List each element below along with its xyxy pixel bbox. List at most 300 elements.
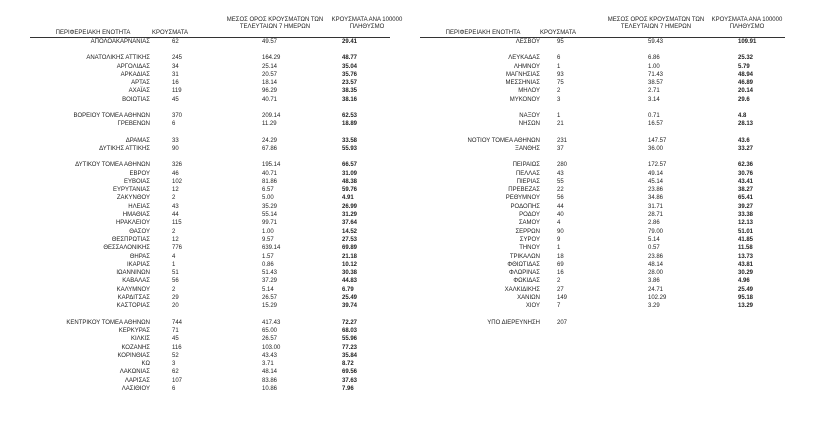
cases-value: 95: [557, 39, 564, 45]
table-row: [0, 294, 400, 302]
avg-value: 38.57: [648, 80, 664, 87]
group-spacer: [400, 129, 810, 137]
per100k-value: 7.96: [342, 385, 354, 392]
per100k-value: 68.03: [342, 327, 358, 334]
table-row: [0, 170, 400, 178]
per100k-value: 23.57: [342, 80, 358, 87]
region-name: ΡΕΘΥΜΝΟΥ: [505, 195, 540, 202]
region-name: ΘΑΣΟΥ: [129, 228, 150, 235]
cases-value: 245: [172, 55, 183, 62]
region-name: ΛΕΣΒΟΥ: [515, 39, 540, 45]
avg-value: 23.86: [648, 253, 664, 260]
table-row: [0, 228, 400, 236]
avg-value: 639.14: [262, 245, 281, 252]
avg-value: 48.14: [262, 369, 278, 376]
avg-value: 3.71: [262, 361, 274, 368]
table-row: [0, 79, 400, 87]
avg-value: 65.00: [262, 327, 278, 334]
region-name: ΚΑΒΑΛΑΣ: [122, 278, 150, 285]
region-name: ΝΟΤΙΟΥ ΤΟΜΕΑ ΑΘΗΝΩΝ: [467, 137, 540, 144]
table-row: [400, 79, 810, 87]
cases-value: 116: [172, 344, 182, 351]
per100k-value: 55.93: [342, 145, 358, 152]
table-row: [0, 244, 400, 252]
avg-value: 417.43: [262, 319, 281, 326]
region-name: ΙΚΑΡΙΑΣ: [126, 261, 150, 268]
avg-value: 37.29: [262, 278, 278, 285]
region-name: ΑΡΚΑΔΙΑΣ: [120, 71, 150, 78]
per100k-value: 29.6: [738, 96, 750, 103]
table-row: [400, 294, 810, 302]
region-name: ΑΠΟΛΟΑΚΑΡΝΑΝΙΑΣ: [90, 39, 150, 45]
avg-value: 35.29: [262, 203, 278, 210]
cases-value: 280: [557, 162, 568, 169]
right-header-avg: ΜΕΣΟΣ ΟΡΟΣ ΚΡΟΥΣΜΑΤΩΝ ΤΩΝ ΤΕΛΕΥΤΑΙΩΝ 7 ΗΜΕΡΩΝ: [607, 17, 705, 30]
region-name: ΘΕΣΠΡΩΤΙΑΣ: [111, 236, 150, 243]
avg-value: 49.57: [262, 39, 278, 45]
table-row: [0, 360, 400, 368]
table-row: [0, 112, 400, 120]
table-row: [400, 87, 810, 95]
per100k-value: 37.64: [342, 220, 358, 227]
table-row: [400, 112, 810, 120]
cases-value: 22: [557, 187, 564, 194]
per100k-value: 35.84: [342, 352, 358, 359]
region-name: ΡΟΔΟΥ: [519, 212, 540, 219]
per100k-value: 35.76: [342, 71, 358, 78]
table-row: [0, 286, 400, 294]
cases-value: 45: [172, 96, 179, 103]
region-name: ΗΛΕΙΑΣ: [128, 203, 150, 210]
table-row: [0, 71, 400, 79]
cases-value: 102: [172, 178, 183, 185]
cases-value: 51: [172, 270, 179, 277]
left-header-cases: ΚΡΟΥΣΜΑΤΑ: [152, 30, 188, 36]
region-name: ΛΑΣΙΘΙΟΥ: [121, 385, 150, 392]
cases-value: 93: [557, 71, 564, 78]
avg-value: 59.43: [648, 39, 664, 45]
table-row: [0, 236, 400, 244]
region-name: ΚΩ: [141, 361, 150, 368]
region-name: ΚΕΝΤΡΙΚΟΥ ΤΟΜΕΑ ΑΘΗΝΩΝ: [66, 319, 150, 326]
cases-value: 1: [557, 245, 561, 252]
table-row: [0, 54, 400, 62]
table-row: [0, 63, 400, 71]
cases-value: 1: [557, 113, 561, 120]
region-name: ΤΗΝΟΥ: [519, 245, 540, 252]
per100k-value: 8.72: [342, 361, 354, 368]
cases-value: 2: [557, 278, 561, 285]
avg-value: 195.14: [262, 162, 281, 169]
cases-value: 40: [557, 212, 564, 219]
left-header-avg: ΜΕΣΟΣ ΟΡΟΣ ΚΡΟΥΣΜΑΤΩΝ ΤΩΝ ΤΕΛΕΥΤΑΙΩΝ 7 ΗΜΕΡΩΝ: [226, 17, 324, 30]
region-name: ΚΑΛΥΜΝΟΥ: [116, 286, 150, 293]
table-row: [400, 120, 810, 128]
avg-value: 99.71: [262, 220, 278, 227]
right-table: [400, 38, 810, 327]
per100k-value: 30.76: [738, 170, 754, 177]
table-row: [0, 211, 400, 219]
avg-value: 40.71: [262, 96, 278, 103]
group-spacer: [0, 104, 400, 112]
region-name: ΓΡΕΒΕΝΩΝ: [117, 121, 150, 128]
table-row: [400, 63, 810, 71]
per100k-value: 6.79: [342, 286, 354, 293]
table-row: [400, 186, 810, 194]
group-spacer: [400, 104, 810, 112]
avg-value: 0.71: [648, 113, 660, 120]
right-header-per100k: ΚΡΟΥΣΜΑΤΑ ΑΝΑ 100000 ΠΛΗΘΥΣΜΟ: [711, 17, 783, 30]
cases-value: 12: [172, 187, 179, 194]
per100k-value: 77.23: [342, 344, 358, 351]
cases-value: 69: [557, 261, 564, 268]
per100k-value: 25.49: [342, 295, 358, 302]
per100k-value: 33.27: [738, 145, 754, 152]
table-row: [400, 145, 810, 153]
per100k-value: 13.29: [738, 303, 754, 310]
per100k-value: 39.27: [738, 203, 754, 210]
table-row: [400, 137, 810, 145]
cases-value: 776: [172, 245, 183, 252]
cases-value: 107: [172, 377, 183, 384]
table-row: [400, 194, 810, 202]
cases-value: 4: [172, 253, 176, 260]
per100k-value: 25.49: [738, 286, 754, 293]
avg-value: 79.00: [648, 228, 664, 235]
table-row: [0, 352, 400, 360]
per100k-value: 33.58: [342, 137, 358, 144]
cases-value: 56: [557, 195, 564, 202]
right-header-region: ΠΕΡΙΦΕΡΕΙΑΚΗ ΕΝΟΤΗΤΑ: [445, 30, 521, 36]
region-name: ΞΑΝΘΗΣ: [515, 145, 540, 152]
avg-value: 25.14: [262, 63, 278, 70]
region-name: ΑΧΑΪΑΣ: [128, 88, 150, 95]
region-name: ΚΑΣΤΟΡΙΑΣ: [116, 303, 150, 310]
per100k-value: 27.53: [342, 236, 358, 243]
region-name: ΔΥΤΙΚΗΣ ΑΤΤΙΚΗΣ: [99, 145, 150, 152]
per100k-value: 13.73: [738, 253, 754, 260]
avg-value: 71.43: [648, 71, 664, 78]
left-header-per100k: ΚΡΟΥΣΜΑΤΑ ΑΝΑ 100000 ΠΛΗΘΥΣΜΟ: [331, 17, 403, 30]
per100k-value: 28.13: [738, 121, 754, 128]
per100k-value: 43.81: [738, 261, 754, 268]
group-spacer: [400, 46, 810, 54]
avg-value: 24.29: [262, 137, 278, 144]
table-row: [400, 228, 810, 236]
region-name: ΑΡΤΑΣ: [131, 80, 150, 87]
region-name: ΑΝΑΤΟΛΙΚΗΣ ΑΤΤΙΚΗΣ: [86, 55, 150, 62]
per100k-value: 14.52: [342, 228, 358, 235]
region-name: ΒΟΡΕΙΟΥ ΤΟΜΕΑ ΑΘΗΝΩΝ: [73, 113, 150, 120]
per100k-value: 11.58: [738, 245, 753, 252]
avg-value: 43.43: [262, 352, 278, 359]
table-row: [0, 377, 400, 385]
table-row: [400, 219, 810, 227]
region-name: ΛΗΜΝΟΥ: [513, 63, 540, 70]
region-name: ΚΑΡΔΙΤΣΑΣ: [117, 295, 150, 302]
table-row: [0, 385, 400, 393]
group-spacer: [0, 46, 400, 54]
per100k-value: 4.96: [738, 278, 750, 285]
per100k-value: 44.83: [342, 278, 358, 285]
table-row: [0, 120, 400, 128]
per100k-value: 10.12: [342, 261, 358, 268]
table-row: [400, 38, 810, 46]
cases-value: 1: [557, 63, 561, 70]
cases-value: 29: [172, 295, 179, 302]
table-row: [400, 269, 810, 277]
table-row: [0, 194, 400, 202]
cases-value: 90: [172, 145, 179, 152]
region-name: ΘΕΣΣΑΛΟΝΙΚΗΣ: [103, 245, 150, 252]
cases-value: 18: [557, 253, 564, 260]
per100k-value: 48.38: [342, 178, 358, 185]
group-spacer: [0, 153, 400, 161]
region-name: ΠΡΕΒΕΖΑΣ: [508, 187, 540, 194]
table-row: [400, 178, 810, 186]
region-name: ΣΑΜΟΥ: [518, 220, 540, 227]
cases-value: 6: [172, 385, 176, 392]
region-name: ΘΗΡΑΣ: [129, 253, 150, 260]
per100k-value: 66.57: [342, 162, 358, 169]
avg-value: 5.00: [262, 195, 274, 202]
table-row: [400, 319, 810, 327]
table-row: [400, 211, 810, 219]
avg-value: 55.14: [262, 212, 278, 219]
table-row: [400, 261, 810, 269]
avg-value: 16.57: [648, 121, 664, 128]
table-row: [0, 302, 400, 310]
per100k-value: 38.27: [738, 187, 754, 194]
per100k-value: 38.35: [342, 88, 358, 95]
avg-value: 15.29: [262, 303, 278, 310]
cases-value: 6: [557, 55, 561, 62]
region-name: ΝΗΣΩΝ: [518, 121, 540, 128]
table-row: [0, 178, 400, 186]
cases-value: 52: [172, 352, 179, 359]
table-row: [400, 253, 810, 261]
cases-value: 43: [172, 203, 179, 210]
avg-value: 0.57: [648, 245, 660, 252]
cases-value: 20: [172, 303, 179, 310]
per100k-value: 31.29: [342, 212, 358, 219]
cases-value: 9: [557, 236, 561, 243]
per100k-value: 30.29: [738, 270, 754, 277]
region-name: ΣΥΡΟΥ: [519, 236, 540, 243]
right-header-cases: ΚΡΟΥΣΜΑΤΑ: [540, 30, 576, 36]
cases-value: 62: [172, 39, 179, 45]
region-name: ΧΑΛΚΙΔΙΚΗΣ: [504, 286, 540, 293]
region-name: ΚΟΡΙΝΘΙΑΣ: [117, 352, 150, 359]
cases-value: 21: [557, 121, 564, 128]
region-name: ΗΜΑΘΙΑΣ: [122, 212, 150, 219]
group-spacer: [0, 129, 400, 137]
region-name: ΒΟΙΩΤΙΑΣ: [122, 96, 150, 103]
cases-value: 55: [557, 178, 564, 185]
per100k-value: 43.6: [738, 137, 750, 144]
per100k-value: 69.56: [342, 369, 358, 376]
region-name: ΝΑΞΟΥ: [519, 113, 540, 120]
avg-value: 9.57: [262, 236, 274, 243]
cases-value: 31: [172, 71, 179, 78]
avg-value: 34.86: [648, 195, 664, 202]
avg-value: 3.14: [648, 96, 660, 103]
table-row: [0, 87, 400, 95]
avg-value: 51.43: [262, 270, 278, 277]
per100k-value: 48.77: [342, 55, 358, 62]
table-row: [0, 186, 400, 194]
per100k-value: 69.89: [342, 245, 358, 252]
avg-value: 11.29: [262, 121, 277, 128]
per100k-value: 12.13: [738, 220, 754, 227]
cases-value: 12: [172, 236, 179, 243]
per100k-value: 21.18: [342, 253, 358, 260]
avg-value: 26.57: [262, 295, 278, 302]
region-name: ΔΡΑΜΑΣ: [125, 137, 150, 144]
per100k-value: 18.89: [342, 121, 358, 128]
avg-value: 1.00: [262, 228, 274, 235]
table-row: [0, 253, 400, 261]
table-row: [0, 335, 400, 343]
avg-value: 81.86: [262, 178, 278, 185]
avg-value: 20.57: [262, 71, 278, 78]
per100k-value: 41.85: [738, 236, 754, 243]
table-row: [400, 96, 810, 104]
cases-value: 62: [172, 369, 179, 376]
cases-value: 3: [172, 361, 176, 368]
table-row: [400, 170, 810, 178]
per100k-value: 37.63: [342, 377, 358, 384]
region-name: ΗΡΑΚΛΕΙΟΥ: [115, 220, 150, 227]
avg-value: 45.14: [648, 178, 664, 185]
avg-value: 147.57: [648, 137, 667, 144]
region-name: ΑΡΓΟΛΙΔΑΣ: [116, 63, 150, 70]
avg-value: 3.86: [648, 278, 660, 285]
table-row: [0, 137, 400, 145]
table-row: [0, 219, 400, 227]
avg-value: 18.14: [262, 80, 278, 87]
region-name: ΙΩΑΝΝΙΝΩΝ: [116, 270, 150, 277]
cases-value: 16: [557, 270, 564, 277]
region-name: ΣΕΡΡΩΝ: [515, 228, 540, 235]
region-name: ΠΙΕΡΙΑΣ: [516, 178, 540, 185]
table-row: [400, 161, 810, 169]
table-row: [400, 286, 810, 294]
table-row: [0, 145, 400, 153]
region-name: ΦΘΙΩΤΙΔΑΣ: [507, 261, 540, 268]
cases-value: 4: [557, 220, 561, 227]
avg-value: 67.86: [262, 145, 278, 152]
cases-value: 231: [557, 137, 568, 144]
avg-value: 36.00: [648, 145, 664, 152]
per100k-value: 43.41: [738, 178, 754, 185]
region-name: ΠΕΙΡΑΙΩΣ: [512, 162, 540, 169]
table-row: [0, 161, 400, 169]
cases-value: 115: [172, 220, 182, 227]
avg-value: 10.86: [262, 385, 278, 392]
per100k-value: 5.79: [738, 63, 750, 70]
avg-value: 28.00: [648, 270, 664, 277]
avg-value: 28.71: [648, 212, 664, 219]
region-name: ΛΕΥΚΑΔΑΣ: [508, 55, 540, 62]
avg-value: 172.57: [648, 162, 667, 169]
region-name: ΜΕΣΣΗΝΙΑΣ: [505, 80, 540, 87]
region-name: ΚΟΖΑΝΗΣ: [121, 344, 150, 351]
per100k-value: 30.38: [342, 270, 358, 277]
avg-value: 5.14: [262, 286, 274, 293]
cases-value: 71: [172, 327, 179, 334]
avg-value: 96.29: [262, 88, 278, 95]
cases-value: 149: [557, 295, 568, 302]
cases-value: 7: [557, 303, 561, 310]
per100k-value: 20.14: [738, 88, 754, 95]
per100k-value: 38.16: [342, 96, 358, 103]
table-row: [400, 203, 810, 211]
region-name: ΦΛΩΡΙΝΑΣ: [509, 270, 540, 277]
cases-value: 1: [172, 261, 176, 268]
avg-value: 49.14: [648, 170, 664, 177]
per100k-value: 4.8: [738, 113, 747, 120]
avg-value: 2.71: [648, 88, 660, 95]
region-name: ΤΡΙΚΑΛΩΝ: [509, 253, 540, 260]
cases-value: 326: [172, 162, 183, 169]
avg-value: 6.57: [262, 187, 274, 194]
table-row: [400, 236, 810, 244]
region-name: ΔΥΤΙΚΟΥ ΤΟΜΕΑ ΑΘΗΝΩΝ: [75, 162, 150, 169]
table-row: [400, 71, 810, 79]
region-name: ΦΩΚΙΔΑΣ: [513, 278, 540, 285]
table-row: [400, 54, 810, 62]
cases-value: 744: [172, 319, 183, 326]
avg-value: 83.86: [262, 377, 278, 384]
avg-value: 23.86: [648, 187, 664, 194]
region-name: ΕΥΒΟΙΑΣ: [123, 178, 150, 185]
avg-value: 164.29: [262, 55, 281, 62]
avg-value: 48.14: [648, 261, 664, 268]
avg-value: 0.86: [262, 261, 274, 268]
table-row: [0, 38, 400, 46]
avg-value: 102.29: [648, 295, 667, 302]
per100k-value: 62.53: [342, 113, 358, 120]
per100k-value: 31.09: [342, 170, 358, 177]
per100k-value: 46.89: [738, 80, 754, 87]
avg-value: 26.57: [262, 336, 278, 343]
cases-value: 44: [557, 203, 564, 210]
avg-value: 1.00: [648, 63, 660, 70]
group-spacer: [0, 311, 400, 319]
per100k-value: 35.04: [342, 63, 358, 70]
avg-value: 6.86: [648, 55, 660, 62]
table-row: [400, 302, 810, 310]
avg-value: 40.71: [262, 170, 278, 177]
cases-value: 44: [172, 212, 179, 219]
region-name: ΠΕΛΛΑΣ: [515, 170, 540, 177]
region-name: ΜΗΛΟΥ: [518, 88, 540, 95]
cases-value: 43: [557, 170, 564, 177]
region-name: ΧΑΝΙΩΝ: [517, 295, 540, 302]
cases-value: 370: [172, 113, 183, 120]
cases-value: 2: [172, 228, 176, 235]
cases-value: 33: [172, 137, 179, 144]
region-name: ΡΟΔΟΠΗΣ: [510, 203, 540, 210]
per100k-value: 59.76: [342, 187, 358, 194]
group-spacer: [400, 153, 810, 161]
per100k-value: 26.99: [342, 203, 358, 210]
per100k-value: 55.96: [342, 336, 358, 343]
cases-value: 34: [172, 63, 179, 70]
avg-value: 2.86: [648, 220, 660, 227]
region-name: ΛΑΡΙΣΑΣ: [124, 377, 150, 384]
